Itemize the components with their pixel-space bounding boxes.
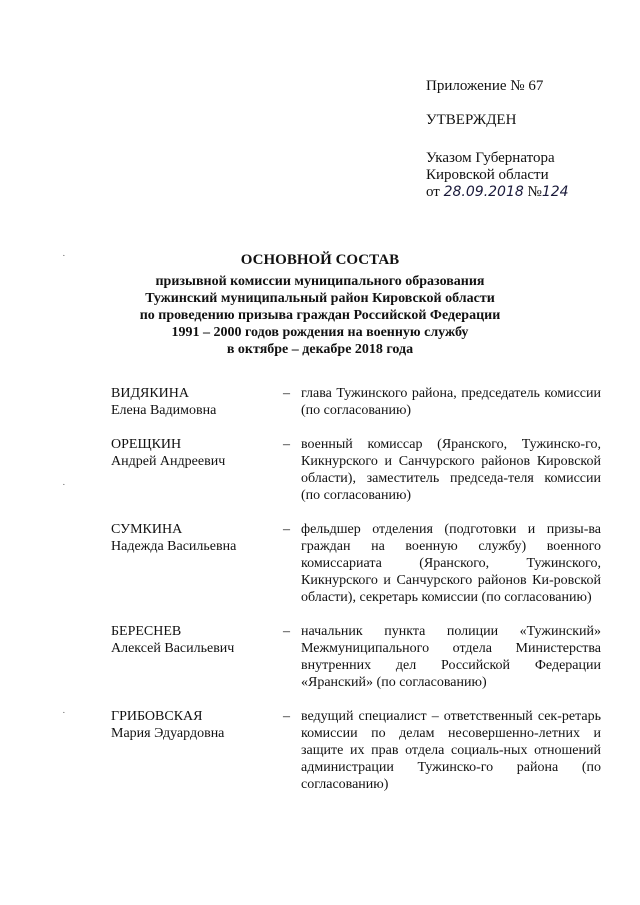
member-entry <box>111 385 601 419</box>
margin-mark: ˙ <box>62 710 66 722</box>
member-dash: – <box>283 709 290 724</box>
decree-line-1: Указом Губернатора <box>426 150 555 166</box>
member-dash: – <box>283 386 290 401</box>
member-entry <box>111 521 601 606</box>
member-given-name: Надежда Васильевна <box>111 539 237 554</box>
member-name <box>111 521 281 606</box>
member-entry <box>111 436 601 504</box>
member-given-name: Андрей Андреевич <box>111 454 226 469</box>
commission-members-list <box>111 385 601 793</box>
member-dash: – <box>283 437 290 452</box>
member-given-name: Мария Эдуардовна <box>111 726 225 741</box>
title-line: призывной комиссии муниципального образования <box>155 274 485 289</box>
handwritten-number: 124 <box>541 184 569 200</box>
number-prefix: № <box>527 184 542 200</box>
title-line: Тужинский муниципальный район Кировской области <box>145 291 495 306</box>
document-title <box>120 252 520 358</box>
member-entry <box>111 623 601 691</box>
decree-block <box>426 150 569 201</box>
member-surname: БЕРЕСНЕВ <box>111 624 182 639</box>
member-role: глава Тужинского района, председатель комиссии (по согласованию) <box>301 386 601 418</box>
member-surname: ОРЕЩКИН <box>111 437 182 452</box>
decree-date-line <box>426 184 569 201</box>
member-dash: – <box>283 522 290 537</box>
title-line: в октябре – декабре 2018 года <box>226 342 414 357</box>
approved-label: УТВЕРЖДЕН <box>426 112 517 128</box>
appendix-number: Приложение № 67 <box>426 78 544 94</box>
member-given-name: Алексей Васильевич <box>111 641 235 656</box>
title-line: 1991 – 2000 годов рождения на военную службу <box>171 325 469 340</box>
member-name <box>111 708 281 793</box>
member-role: ведущий специалист – ответственный сек-ретарь комиссии по делам несовершенно-летних и защите их прав отдела социаль-ных отношений администрации Тужинско-го района (по согласованию) <box>301 709 601 792</box>
member-name <box>111 623 281 691</box>
member-role: военный комиссар (Яранского, Тужинско-го, Кикнурского и Санчурского районов Кировской области), заместитель председа-теля комиссии (по согласованию) <box>301 437 601 503</box>
member-surname: ГРИБОВСКАЯ <box>111 709 203 724</box>
member-surname: СУМКИНА <box>111 522 183 537</box>
member-name <box>111 385 281 419</box>
margin-mark: ˙ <box>62 253 66 265</box>
handwritten-date: 28.09.2018 <box>443 184 524 200</box>
member-role: фельдшер отделения (подготовки и призы-ва граждан на военную службу) военного комиссариата (Яранского, Тужинского, Кикнурского и Санчурского районов Ки-ровской области), секретарь комиссии (по согласованию) <box>301 522 601 605</box>
member-dash: – <box>283 624 290 639</box>
date-prefix: от <box>426 184 440 200</box>
margin-mark: ˙ <box>62 482 66 494</box>
title-line: по проведению призыва граждан Российской Федерации <box>139 308 501 323</box>
decree-line-2: Кировской области <box>426 167 549 183</box>
member-entry <box>111 708 601 793</box>
member-role: начальник пункта полиции «Тужинский» Межмуниципального отдела Министерства внутренних дел Российской Федерации «Яранский» (по согласованию) <box>301 624 601 690</box>
member-given-name: Елена Вадимовна <box>111 403 217 418</box>
member-surname: ВИДЯКИНА <box>111 386 190 401</box>
member-name <box>111 436 281 504</box>
title-main: ОСНОВНОЙ СОСТАВ <box>240 252 400 268</box>
